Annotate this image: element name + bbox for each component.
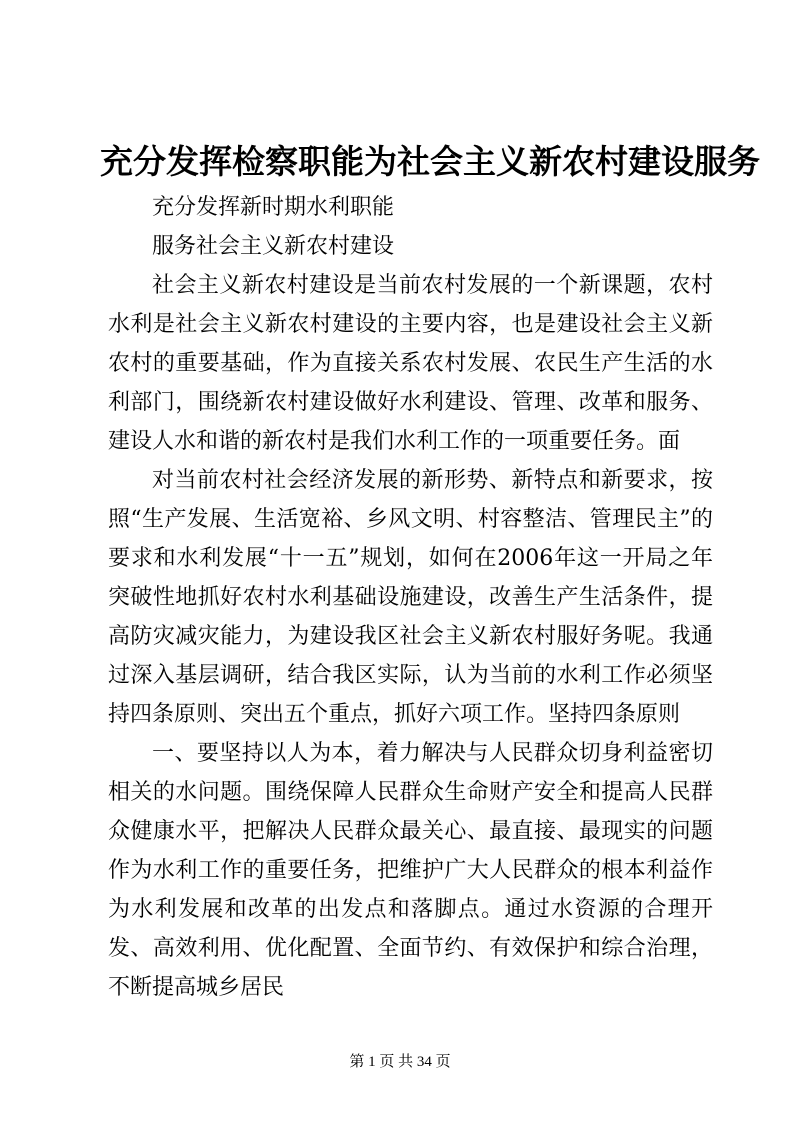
paragraph-principle-one: 一、要坚持以人为本，着力解决与人民群众切身利益密切相关的水问题。围绕保障人民群众生命财产安全和提高人民群众健康水平，把解决人民群众最关心、最直接、最现实的问题作为水利工作的重要任务，把维护广大人民群众的根本利益作为水利发展和改革的出发点和落脚点。通过水资源的合理开发、高效利用、优化配置、全面节约、有效保护和综合治理，不断提高城乡居民 [108,741,713,1000]
page-footer: 第 1 页 共 34 页 [349,1054,451,1070]
paragraph-principles: 对当前农村社会经济发展的新形势、新特点和新要求，按照“生产发展、生活宽裕、乡风文明、村容整洁、管理民主”的要求和水利发展“十一五”规划，如何在2006年这一开局之年突破性地抓好农村水利基础设施建设，改善生产生活条件，提高防灾减灾能力，为建设我区社会主义新农村服好务呢。我通过深入基层调研，结合我区实际，认为当前的水利工作必须坚持四条原则、突出五个重点，抓好六项工作。坚持四条原则 [108,468,713,727]
paragraph-subtitle-1: 充分发挥新时期水利职能 [152,195,395,220]
paragraph-subtitle-2: 服务社会主义新农村建设 [152,234,395,259]
document-body [108,188,713,1007]
document-title: 充分发挥检察职能为社会主义新农村建设服务 [100,142,760,181]
paragraph-intro: 社会主义新农村建设是当前农村发展的一个新课题，农村水利是社会主义新农村建设的主要内容，也是建设社会主义新农村的重要基础，作为直接关系农村发展、农民生产生活的水利部门，围绕新农村建设做好水利建设、管理、改革和服务、建设人水和谐的新农村是我们水利工作的一项重要任务。面 [108,273,713,454]
